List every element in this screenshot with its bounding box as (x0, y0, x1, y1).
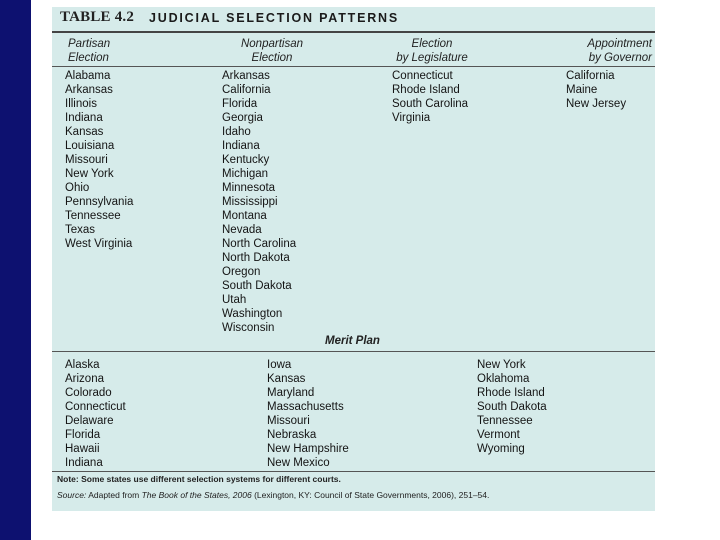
state-name: Oklahoma (477, 373, 530, 385)
state-name: New Mexico (267, 457, 330, 469)
state-name: West Virginia (65, 238, 133, 250)
state-name: Virginia (392, 112, 431, 124)
state-name: Utah (222, 294, 247, 306)
state-name: Florida (222, 98, 258, 110)
state-name: Wyoming (477, 443, 525, 455)
state-name: North Dakota (222, 252, 290, 264)
nonpartisan-election-list (222, 69, 296, 335)
merit-plan-list-3 (477, 358, 547, 456)
state-name: Michigan (222, 168, 269, 180)
column-heading-partisan: Partisan Election (68, 38, 111, 64)
merit-plan-list-2 (267, 358, 349, 470)
state-name: Nebraska (267, 429, 317, 441)
state-name: Mississippi (222, 196, 278, 208)
state-name: Ohio (65, 182, 90, 194)
state-name: Delaware (65, 415, 114, 427)
title-rule (52, 31, 655, 33)
state-name: Kansas (65, 126, 104, 138)
state-name: Louisiana (65, 140, 115, 152)
state-name: South Carolina (392, 98, 469, 110)
table-note: Note: Some states use different selection systems for different courts. (57, 474, 341, 484)
state-name: Illinois (65, 98, 97, 110)
state-name: Kentucky (222, 154, 270, 166)
heading-rule (52, 66, 655, 67)
state-name: California (222, 84, 271, 96)
legislature-election-list (392, 69, 468, 125)
table-number: TABLE 4.2 (60, 9, 135, 25)
state-name: Rhode Island (477, 387, 545, 399)
state-name: Texas (65, 224, 96, 236)
state-name: Hawaii (65, 443, 100, 455)
state-name: Wisconsin (222, 322, 275, 334)
state-name: Connecticut (65, 401, 126, 413)
state-name: Minnesota (222, 182, 276, 194)
state-name: Maryland (267, 387, 315, 399)
column-heading-nonpartisan: Nonpartisan Election (240, 38, 303, 64)
state-name: Pennsylvania (65, 196, 134, 208)
table-name: JUDICIAL SELECTION PATTERNS (149, 11, 400, 25)
table-title (52, 7, 655, 31)
state-name: Montana (222, 210, 267, 222)
state-name: California (566, 70, 615, 82)
governor-appointment-list (566, 69, 626, 111)
state-name: Florida (65, 429, 101, 441)
state-name: Indiana (65, 457, 103, 469)
state-name: New Jersey (566, 98, 627, 110)
state-name: Arizona (65, 373, 104, 385)
state-name: Colorado (65, 387, 112, 399)
state-name: New Hampshire (267, 443, 349, 455)
state-name: Massachusetts (267, 401, 344, 413)
state-name: New York (65, 168, 114, 180)
state-name: Alaska (65, 359, 100, 371)
state-name: Tennessee (65, 210, 121, 222)
state-name: North Carolina (222, 238, 297, 250)
state-name: Georgia (222, 112, 263, 124)
column-heading-legislature: Election by Legislature (396, 38, 468, 64)
slide-left-bar (0, 0, 31, 540)
merit-rule (52, 351, 655, 352)
state-name: Kansas (267, 373, 306, 385)
state-name: Rhode Island (392, 84, 460, 96)
note-rule (52, 471, 655, 472)
state-name: Missouri (65, 154, 108, 166)
merit-plan-list-1 (65, 358, 126, 470)
state-name: Iowa (267, 359, 292, 371)
state-name: New York (477, 359, 526, 371)
state-name: Missouri (267, 415, 310, 427)
table-panel (52, 7, 655, 511)
merit-plan-label: Merit Plan (325, 335, 380, 347)
state-name: Connecticut (392, 70, 453, 82)
state-name: South Dakota (477, 401, 547, 413)
state-name: South Dakota (222, 280, 292, 292)
state-name: Washington (222, 308, 283, 320)
state-name: Nevada (222, 224, 262, 236)
state-name: Tennessee (477, 415, 533, 427)
state-name: Indiana (65, 112, 103, 124)
partisan-election-list (65, 69, 133, 251)
state-name: Alabama (65, 70, 111, 82)
column-heading-governor: Appointment by Governor (587, 38, 652, 64)
state-name: Indiana (222, 140, 260, 152)
table-source: Source: Adapted from The Book of the States, 2006 (Lexington, KY: Council of State Governments, 2006), 251–54. (57, 490, 490, 500)
state-name: Maine (566, 84, 598, 96)
state-name: Idaho (222, 126, 251, 138)
state-name: Vermont (477, 429, 520, 441)
state-name: Arkansas (222, 70, 270, 82)
state-name: Oregon (222, 266, 261, 278)
state-name: Arkansas (65, 84, 113, 96)
